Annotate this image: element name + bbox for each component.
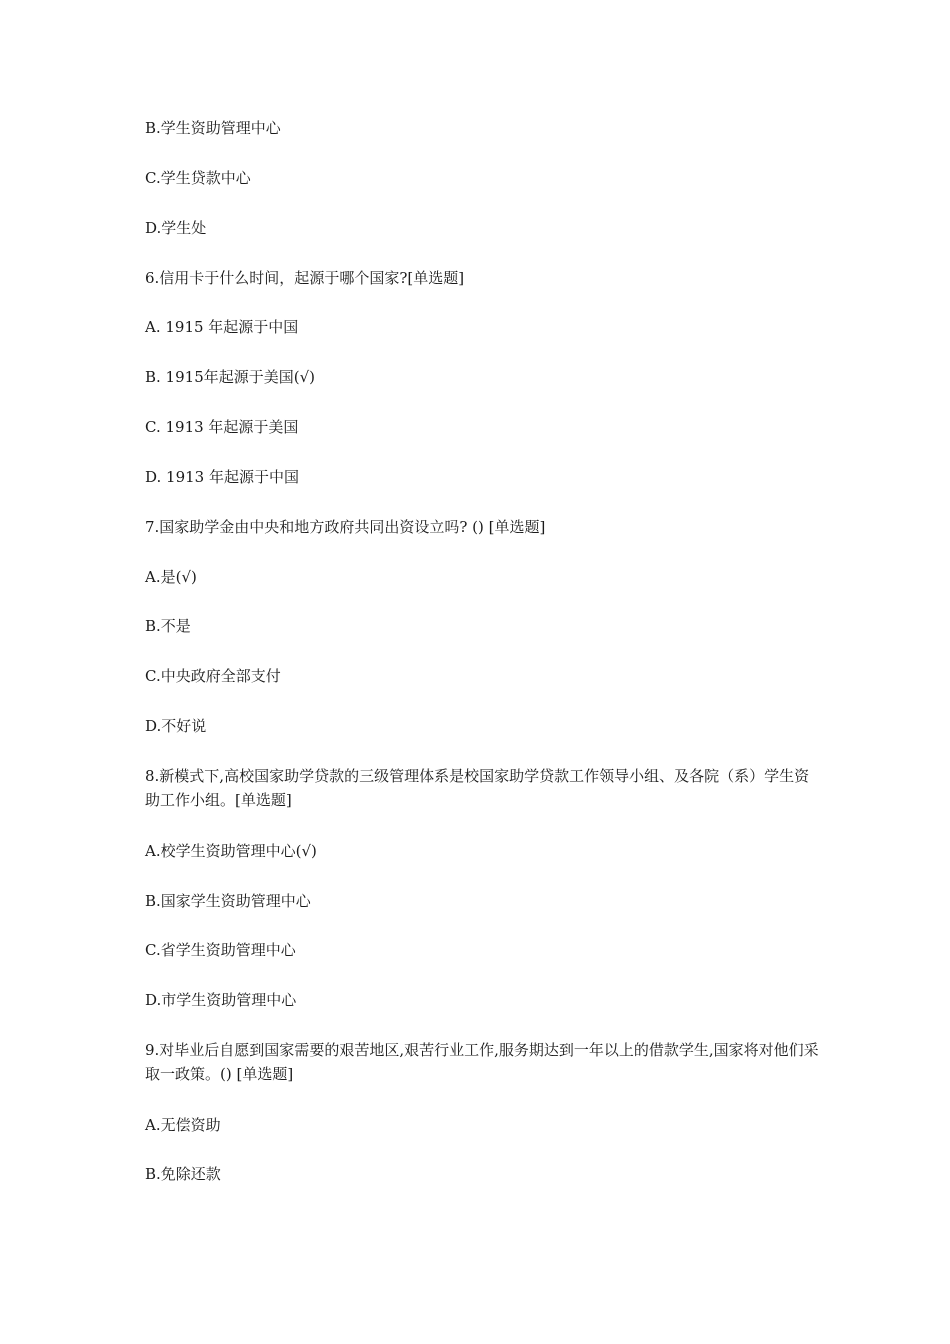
q7-option-a: A.是(√) <box>145 568 197 586</box>
question-7: 7.国家助学金由中央和地方政府共同出资设立吗? () [单选题] <box>145 518 546 536</box>
q6-option-d: D. 1913 年起源于中国 <box>145 468 299 486</box>
q8-option-d: D.市学生资助管理中心 <box>145 991 297 1009</box>
q7-option-b: B.不是 <box>145 617 191 635</box>
q8-option-a: A.校学生资助管理中心(√) <box>145 842 317 860</box>
q7-option-c: C.中央政府全部支付 <box>145 667 281 685</box>
q6-option-a: A. 1915 年起源于中国 <box>145 318 299 336</box>
q9-option-a: A.无偿资助 <box>145 1116 221 1134</box>
option-c-student-loan-center: C.学生贷款中心 <box>145 169 251 187</box>
option-b-student-aid-center: B.学生资助管理中心 <box>145 119 281 137</box>
question-6: 6.信用卡于什么时间，起源于哪个国家?[单选题] <box>145 269 465 287</box>
option-d-student-office: D.学生处 <box>145 219 207 237</box>
question-9: 9.对毕业后自愿到国家需要的艰苦地区,艰苦行业工作,服务期达到一年以上的借款学生,国家将对他们采取一政策。() [单选题] <box>145 1041 819 1083</box>
q8-option-b: B.国家学生资助管理中心 <box>145 892 311 910</box>
q7-option-d: D.不好说 <box>145 717 207 735</box>
q6-option-c: C. 1913 年起源于美国 <box>145 418 299 436</box>
q6-option-b: B. 1915年起源于美国(√) <box>145 368 315 386</box>
question-8: 8.新模式下,高校国家助学贷款的三级管理体系是校国家助学贷款工作领导小组、及各院（系）学生资助工作小组。[单选题] <box>145 767 810 809</box>
q9-option-b: B.免除还款 <box>145 1165 221 1183</box>
q8-option-c: C.省学生资助管理中心 <box>145 941 296 959</box>
